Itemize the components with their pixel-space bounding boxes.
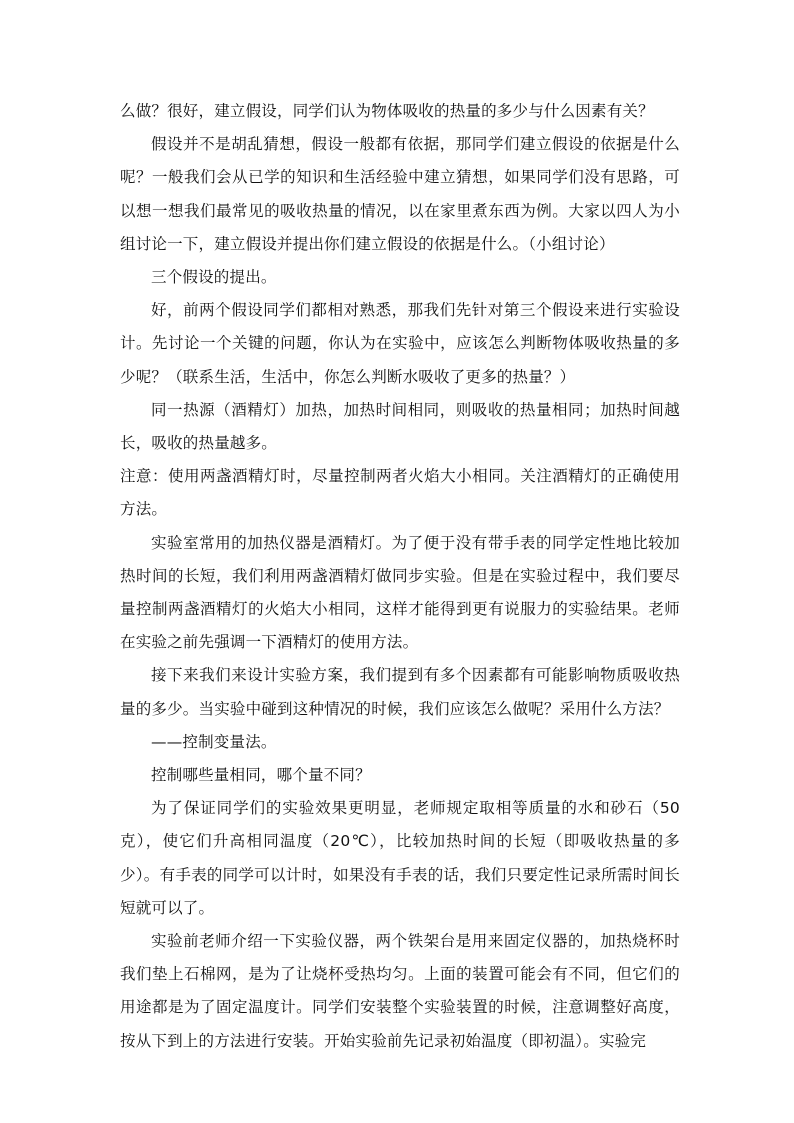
paragraph-control-variable: ——控制变量法。 — [151, 732, 277, 751]
paragraph-note: 注意：使用两盏酒精灯时，尽量控制两者火焰大小相同。关注酒精灯的正确使用方法。 — [120, 467, 680, 519]
paragraph-plan: 接下来我们来设计实验方案，我们提到有多个因素都有可能影响物质吸收热量的多少。当实验中碰到这种情况的时候，我们应该怎么做呢？采用什么方法？ — [120, 666, 680, 718]
paragraph-three-hypotheses: 三个假设的提出。 — [151, 268, 277, 287]
document-body — [120, 95, 680, 1058]
paragraph-apparatus: 实验前老师介绍一下实验仪器，两个铁架台是用来固定仪器的，加热烧杯时我们垫上石棉网，是为了让烧杯受热均匀。上面的装置可能会有不同，但它们的用途都是为了固定温度计。同学们安装整个实验装置的时候，注意调整好高度，按从下到上的方法进行安装。开始实验前先记录初始温度（即初温）。实验完 — [120, 932, 680, 1050]
paragraph-teacher-rule: 为了保证同学们的实验效果更明显，老师规定取相等质量的水和砂石（50克），使它们升高相同温度（20℃），比较加热时间的长短（即吸收热量的多少）。有手表的同学可以计时，如果没有手表的话，我们只要定性记录所需时间长短就可以了。 — [120, 799, 680, 917]
paragraph-which-quantities: 控制哪些量相同，哪个量不同？ — [151, 766, 371, 785]
paragraph-continuation: 么做？很好，建立假设，同学们认为物体吸收的热量的多少与什么因素有关？ — [120, 102, 654, 120]
paragraph-heat-source: 同一热源（酒精灯）加热，加热时间相同，则吸收的热量相同；加热时间越长，吸收的热量越多。 — [120, 400, 680, 453]
paragraph-alcohol-lamp: 实验室常用的加热仪器是酒精灯。为了便于没有带手表的同学定性地比较加热时间的长短，我们利用两盏酒精灯做同步实验。但是在实验过程中，我们要尽量控制两盏酒精灯的火焰大小相同，这样才能得到更有说服力的实验结果。老师在实验之前先强调一下酒精灯的使用方法。 — [120, 533, 680, 652]
paragraph-experiment-design: 好，前两个假设同学们都相对熟悉，那我们先针对第三个假设来进行实验设计。先讨论一个关键的问题，你认为在实验中，应该怎么判断物体吸收热量的多少呢？（联系生活，生活中，你怎么判断水吸收了更多的热量？） — [120, 301, 680, 386]
paragraph-hypothesis-basis: 假设并不是胡乱猜想，假设一般都有依据，那同学们建立假设的依据是什么呢？一般我们会从已学的知识和生活经验中建立猜想，如果同学们没有思路，可以想一想我们最常见的吸收热量的情况，以在家里煮东西为例。大家以四人为小组讨论一下，建立假设并提出你们建立假设的依据是什么。（小组讨论） — [120, 135, 680, 253]
